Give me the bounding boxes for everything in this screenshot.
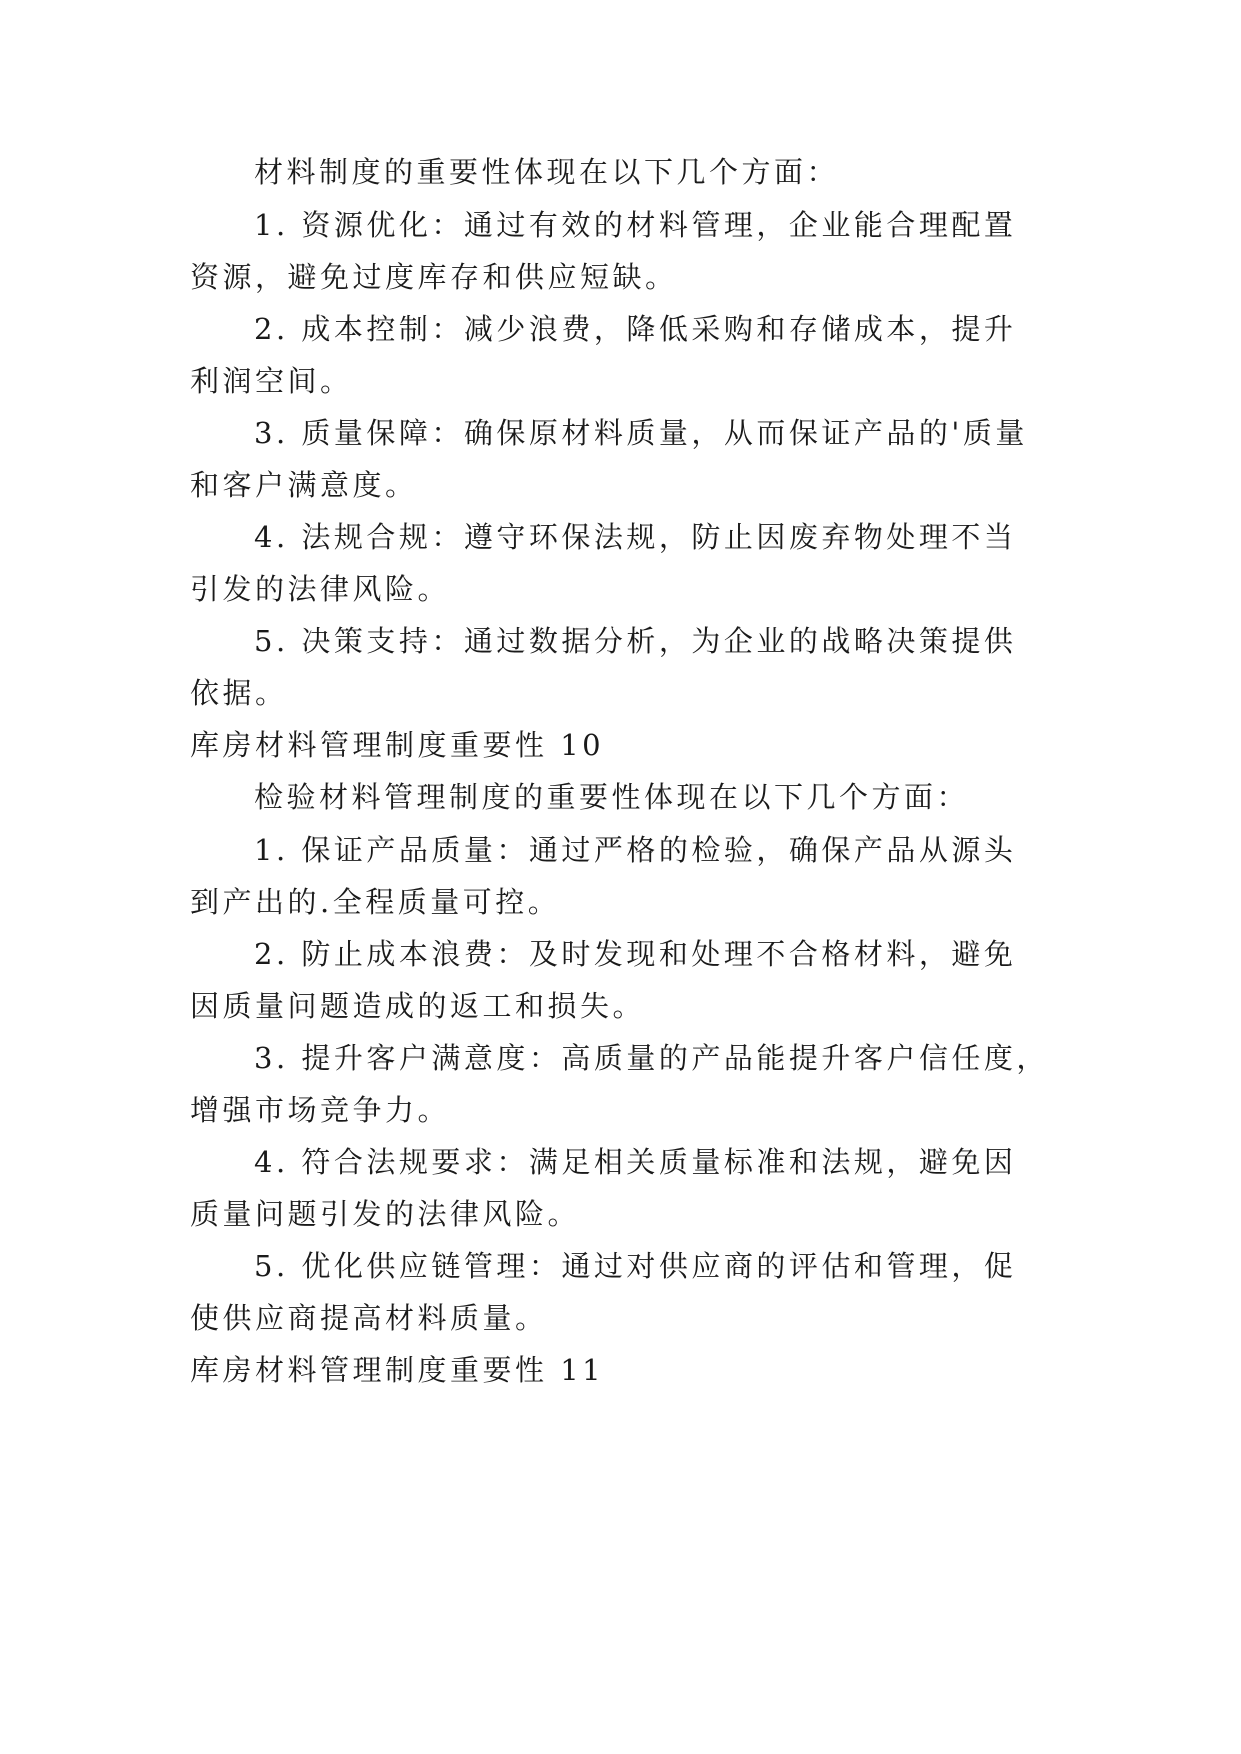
- section1-item-1-line1: 1. 资源优化：通过有效的材料管理，企业能合理配置: [254, 208, 1017, 242]
- section1-item-3-line2: 和客户满意度。: [190, 468, 418, 502]
- section1-item-5-line2: 依据。: [190, 676, 288, 710]
- section2-item-4-line2: 质量问题引发的法律风险。: [190, 1197, 581, 1231]
- section1-item-2-line1: 2. 成本控制：减少浪费，降低采购和存储成本，提升: [254, 312, 1017, 346]
- section2-item-1-line2: 到产出的.全程质量可控。: [190, 885, 561, 919]
- section-heading-11: 库房材料管理制度重要性 11: [190, 1353, 605, 1387]
- section2-item-4-line1: 4. 符合法规要求：满足相关质量标准和法规，避免因: [254, 1145, 1017, 1179]
- section2-item-5-line1: 5. 优化供应链管理：通过对供应商的评估和管理，促: [254, 1249, 1017, 1283]
- section1-item-4-line2: 引发的法律风险。: [190, 572, 451, 606]
- section1-item-1-line2: 资源，避免过度库存和供应短缺。: [190, 260, 678, 294]
- section2-item-3-line1: 3. 提升客户满意度：高质量的产品能提升客户信任度，: [254, 1041, 1049, 1075]
- section1-item-4-line1: 4. 法规合规：遵守环保法规，防止因废弃物处理不当: [254, 520, 1017, 554]
- section1-item-2-line2: 利润空间。: [190, 364, 353, 398]
- section2-intro: 检验材料管理制度的重要性体现在以下几个方面：: [254, 780, 970, 814]
- section2-item-2-line1: 2. 防止成本浪费：及时发现和处理不合格材料，避免: [254, 937, 1017, 971]
- section1-item-3-line1: 3. 质量保障：确保原材料质量，从而保证产品的'质量: [254, 416, 1028, 450]
- section1-intro: 材料制度的重要性体现在以下几个方面：: [254, 155, 840, 189]
- section1-item-5-line1: 5. 决策支持：通过数据分析，为企业的战略决策提供: [254, 624, 1017, 658]
- section-heading-10: 库房材料管理制度重要性 10: [190, 728, 605, 762]
- section2-item-3-line2: 增强市场竞争力。: [190, 1093, 451, 1127]
- section2-item-2-line2: 因质量问题造成的返工和损失。: [190, 989, 646, 1023]
- section2-item-5-line2: 使供应商提高材料质量。: [190, 1301, 548, 1335]
- section2-item-1-line1: 1. 保证产品质量：通过严格的检验，确保产品从源头: [254, 833, 1017, 867]
